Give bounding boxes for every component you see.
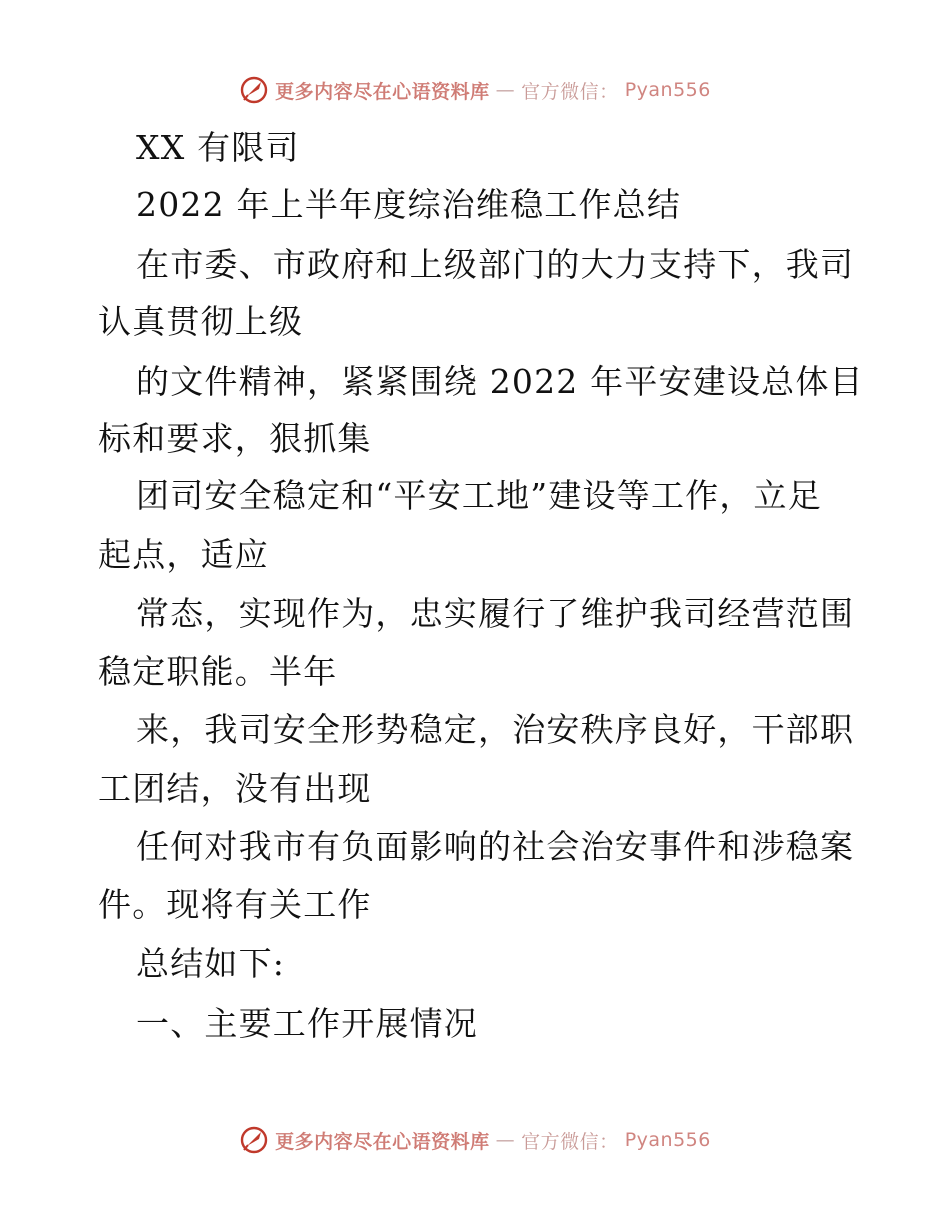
paragraph-line: 在市委、市政府和上级部门的大力支持下，我司 (136, 245, 855, 284)
paragraph-line: 起点，适应 (98, 535, 269, 574)
header-watermark (239, 75, 711, 105)
paragraph-line: 总结如下: (136, 944, 286, 983)
paragraph-line: 认真贯彻上级 (98, 302, 304, 341)
footer-separator: — (495, 1129, 516, 1151)
header-separator: — (495, 79, 516, 101)
header-banner (0, 70, 950, 110)
footer-watermark (239, 1125, 711, 1155)
paragraph-line: 标和要求，狠抓集 (98, 419, 372, 458)
paragraph-line: 的文件精神，紧紧围绕 2022 年平安建设总体目 (136, 362, 864, 401)
footer-banner (0, 1120, 950, 1160)
footer-wechat-label: 官方微信： (521, 1130, 619, 1153)
header-wechat-id: Pyan556 (624, 79, 711, 101)
section-heading: 一、主要工作开展情况 (136, 1004, 478, 1043)
paragraph-line: 团司安全稳定和“平安工地”建设等工作，立足 (136, 476, 822, 515)
quill-logo-icon (239, 75, 269, 105)
header-brand: 更多内容尽在心语资料库 (275, 80, 490, 103)
footer-wechat-id: Pyan556 (624, 1129, 711, 1151)
paragraph-line: 常态，实现作为，忠实履行了维护我司经营范围 (136, 594, 855, 633)
quill-logo-icon (239, 1125, 269, 1155)
paragraph-line: 稳定职能。半年 (98, 652, 338, 691)
paragraph-line: 来，我司安全形势稳定，治安秩序良好，干部职 (136, 710, 855, 749)
header-wechat-label: 官方微信： (521, 80, 619, 103)
footer-brand: 更多内容尽在心语资料库 (275, 1130, 490, 1153)
paragraph-line: 任何对我市有负面影响的社会治安事件和涉稳案 (136, 827, 855, 866)
company-name: XX 有限司 (136, 128, 300, 167)
paragraph-line: 工团结，没有出现 (98, 769, 372, 808)
paragraph-line: 件。现将有关工作 (98, 885, 372, 924)
document-title: 2022 年上半年度综治维稳工作总结 (136, 185, 682, 224)
